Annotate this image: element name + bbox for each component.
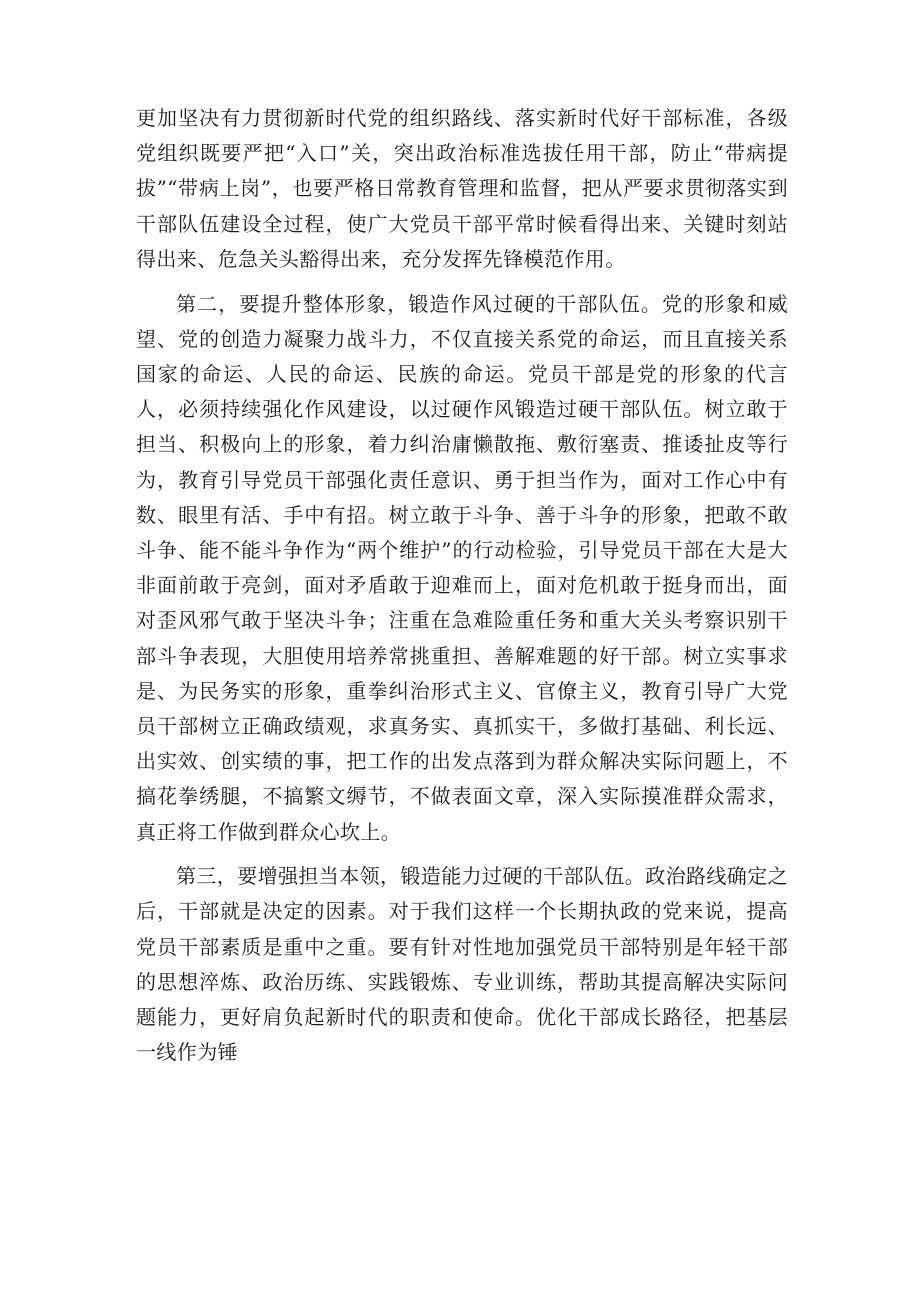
paragraph-3: 第三，要增强担当本领，锻造能力过硬的干部队伍。政治路线确定之后，干部就是决定的因素。对于我们这样一个长期执政的党来说，提高党员干部素质是重中之重。要有针对性地加强党员干部特别是年轻干部的思想淬炼、政治历练、实践锻炼、专业训练，帮助其提高解决实际问题能力，更好肩负起新时代的职责和使命。优化干部成长路径，把基层一线作为锤	[136, 864, 788, 1065]
document-body	[136, 101, 788, 1070]
paragraph-1: 更加坚决有力贯彻新时代党的组织路线、落实新时代好干部标准，各级党组织既要严把“入口”关，突出政治标准选拔任用干部，防止“带病提拔”“带病上岗”，也要严格日常教育管理和监督，把从严要求贯彻落实到干部队伍建设全过程，使广大党员干部平常时候看得出来、关键时刻站得出来、危急关头豁得出来，充分发挥先锋模范作用。	[136, 106, 788, 271]
paragraph-2: 第二，要提升整体形象，锻造作风过硬的干部队伍。党的形象和威望、党的创造力凝聚力战斗力，不仅直接关系党的命运，而且直接关系国家的命运、人民的命运、民族的命运。党员干部是党的形象的代言人，必须持续强化作风建设，以过硬作风锻造过硬干部队伍。树立敢于担当、积极向上的形象，着力纠治庸懒散拖、敷衍塞责、推诿扯皮等行为，教育引导党员干部强化责任意识、勇于担当作为，面对工作心中有数、眼里有活、手中有招。树立敢于斗争、善于斗争的形象，把敢不敢斗争、能不能斗争作为“两个维护”的行动检验，引导党员干部在大是大非面前敢于亮剑，面对矛盾敢于迎难而上，面对危机敢于挺身而出，面对歪风邪气敢于坚决斗争；注重在急难险重任务和重大关头考察识别干部斗争表现，大胆使用培养常挑重担、善解难题的好干部。树立实事求是、为民务实的形象，重拳纠治形式主义、官僚主义，教育引导广大党员干部树立正确政绩观，求真务实、真抓实干，多做打基础、利长远、出实效、创实绩的事，把工作的出发点落到为群众解决实际问题上，不搞花拳绣腿，不搞繁文缛节，不做表面文章，深入实际摸准群众需求，真正将工作做到群众心坎上。	[136, 291, 788, 844]
